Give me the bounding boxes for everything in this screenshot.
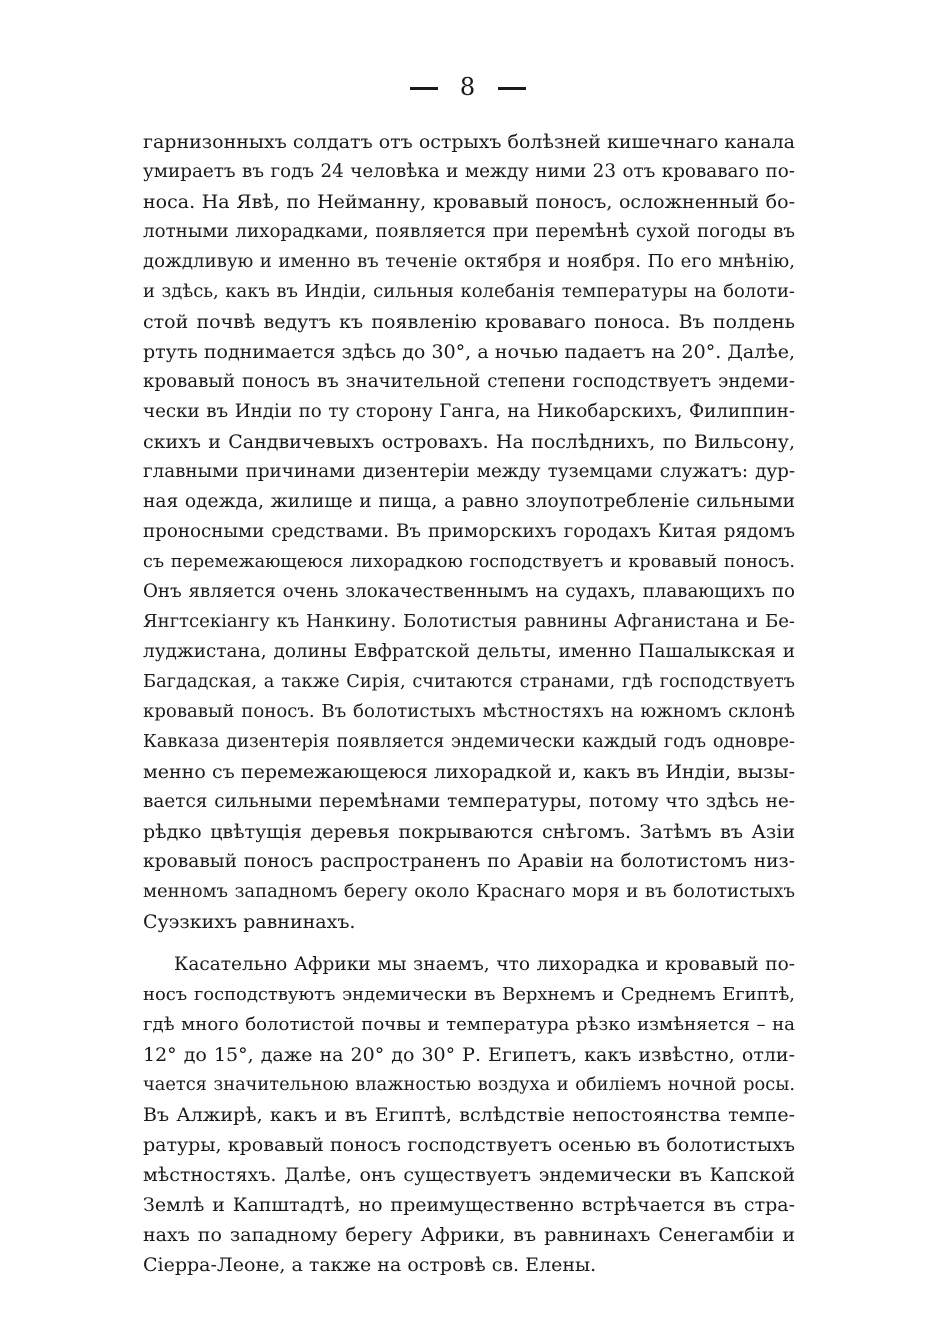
text-line: лотными лихорадками, появляется при перемѣнѣ сухой погоды въ <box>143 221 795 242</box>
text-line: мѣстностяхъ. Далѣе, онъ существуетъ эндемически въ Капской <box>143 1164 795 1186</box>
text-line: Въ Алжирѣ, какъ и въ Египтѣ, вслѣдствіе непостоянства темпе- <box>143 1104 795 1126</box>
text-line: проносными средствами. Въ приморскихъ городахъ Китая рядомъ <box>143 521 795 542</box>
text-line: менно съ перемежающеюся лихорадкой и, какъ въ Индіи, вызы- <box>143 761 795 783</box>
text-line: чески въ Индіи по ту сторону Ганга, на Никобарскихъ, Филиппин- <box>143 401 795 422</box>
text-line: вается сильными перемѣнами температуры, потому что здѣсь не- <box>143 791 795 812</box>
text-line: Сіерра-Леоне, а также на островѣ св. Елены. <box>143 1254 597 1276</box>
paragraph-gap <box>143 937 795 950</box>
text-line: менномъ западномъ берегу около Краснаго моря и въ болотистыхъ <box>143 881 795 902</box>
text-line: Суэзкихъ равнинахъ. <box>143 911 356 933</box>
text-line: нахъ по западному берегу Африки, въ равнинахъ Сенегамбіи и <box>143 1224 795 1246</box>
text-line: ная одежда, жилище и пища, а равно злоупотребленіе сильными <box>143 491 795 512</box>
text-line: носъ господствуютъ эндемически въ Верхнемъ и Среднемъ Египтѣ, <box>143 984 795 1005</box>
text-line: и здѣсь, какъ въ Индіи, сильныя колебанія температуры на болоти- <box>143 281 795 302</box>
text-line: Янгтсекіангу къ Нанкину. Болотистыя равнины Афганистана и Бе- <box>143 611 795 632</box>
page-number-header <box>0 72 936 102</box>
dash-left <box>410 87 438 90</box>
text-line: ртуть поднимается здѣсь до 30°, а ночью падаетъ на 20°. Далѣе, <box>143 341 795 363</box>
text-line: кровавый поносъ. Въ болотистыхъ мѣстностяхъ на южномъ склонѣ <box>143 701 795 722</box>
text-line: Кавказа дизентерія появляется эндемически каждый годъ одновре- <box>143 731 795 752</box>
text-line: кровавый поносъ распространенъ по Аравіи на болотистомъ низ- <box>143 851 795 872</box>
body-text <box>143 127 795 1280</box>
text-line: носа. На Явѣ, по Нейманну, кровавый поносъ, осложненный бо- <box>143 191 795 213</box>
text-line: луджистана, долины Евфратской дельты, именно Пашалыкская и <box>143 641 795 662</box>
text-line: кровавый поносъ въ значительной степени господствуетъ эндеми- <box>143 371 795 392</box>
text-line: рѣдко цвѣтущія деревья покрываются снѣгомъ. Затѣмъ въ Азіи <box>143 821 795 843</box>
text-line: скихъ и Сандвичевыхъ островахъ. На послѣднихъ, по Вильсону, <box>143 431 795 453</box>
text-line: гдѣ много болотистой почвы и температура рѣзко измѣняется – на <box>143 1014 795 1035</box>
paragraph-1 <box>143 127 795 937</box>
text-line: Онъ является очень злокачественнымъ на судахъ, плавающихъ по <box>143 581 795 602</box>
text-line: умираетъ въ годъ 24 человѣка и между ними 23 отъ кроваваго по- <box>143 161 795 182</box>
text-line: ратуры, кровавый поносъ господствуетъ осенью въ болотистыхъ <box>143 1134 795 1156</box>
text-line: 12° до 15°, даже на 20° до 30° Р. Египетъ, какъ извѣстно, отли- <box>143 1044 795 1066</box>
text-line: Землѣ и Капштадтѣ, но преимущественно встрѣчается въ стра- <box>143 1194 795 1216</box>
text-line: главными причинами дизентеріи между туземцами служатъ: дур- <box>143 461 795 482</box>
text-line: съ перемежающеюся лихорадкою господствуетъ и кровавый поносъ. <box>143 552 795 572</box>
page-number: 8 <box>459 73 477 101</box>
text-line: Касательно Африки мы знаемъ, что лихорадка и кровавый по- <box>174 954 795 975</box>
dash-right <box>498 87 526 90</box>
text-line: дождливую и именно въ теченіе октября и ноября. По его мнѣнію, <box>143 251 795 272</box>
text-line: Багдадская, а также Сирія, считаются странами, гдѣ господствуетъ <box>143 671 795 692</box>
text-line: чается значительною влажностью воздуха и обиліемъ ночной росы. <box>143 1074 795 1095</box>
paragraph-2 <box>143 950 795 1280</box>
text-line: гарнизонныхъ солдатъ отъ острыхъ болѣзней кишечнаго канала <box>143 131 795 153</box>
text-line: стой почвѣ ведутъ къ появленію кроваваго поноса. Въ полдень <box>143 311 795 333</box>
